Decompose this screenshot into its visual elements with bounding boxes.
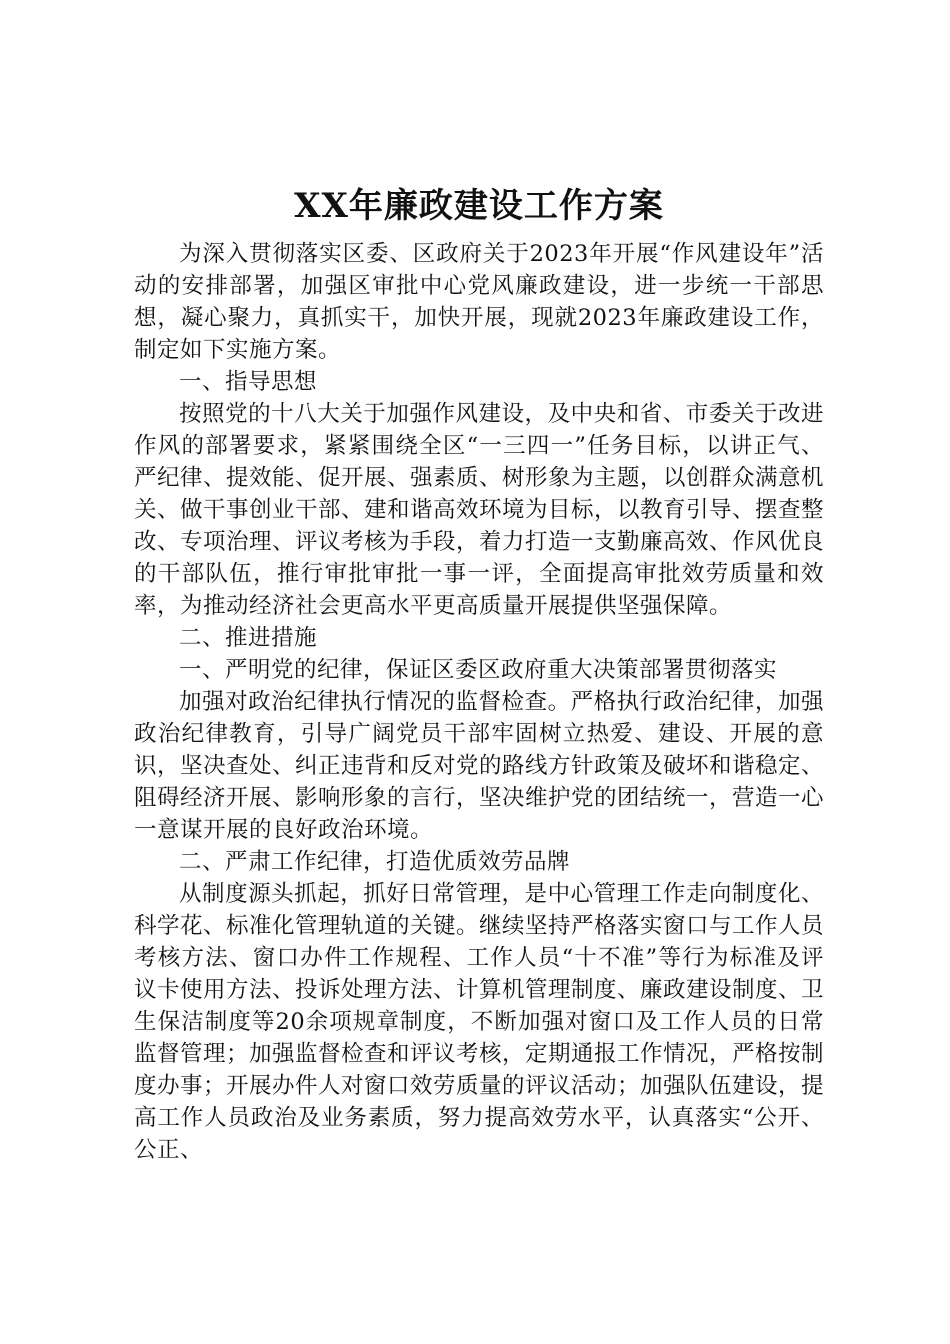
section-heading-guiding-ideology: 一、指导思想 bbox=[179, 369, 318, 395]
document-title: XX年廉政建设工作方案 bbox=[294, 186, 664, 226]
guiding-ideology-paragraph: 按照党的十八大关于加强作风建设，及中央和省、市委关于改进作风的部署要求，紧紧围绕全区“一三四一”任务目标，以讲正气、严纪律、提效能、促开展、强素质、树形象为主题，以创群众满意机关、做干事创业干部、建和谐高效环境为目标，以教育引导、摆查整改、专项治理、评议考核为手段，着力打造一支勤廉高效、作风优良的干部队伍，推行审批审批一事一评，全面提高审批效劳质量和效率，为推动经济社会更高水平更高质量开展提供坚强保障。 bbox=[134, 401, 825, 619]
measure-heading-2: 二、严肃工作纪律，打造优质效劳品牌 bbox=[179, 849, 571, 875]
document-page bbox=[134, 180, 824, 1166]
measure-1-paragraph: 加强对政治纪律执行情况的监督检查。严格执行政治纪律，加强政治纪律教育，引导广阔党员干部牢固树立热爱、建设、开展的意识，坚决查处、纠正违背和反对党的路线方针政策及破坏和谐稳定、阻碍经济开展、影响形象的言行，坚决维护党的团结统一，营造一心一意谋开展的良好政治环境。 bbox=[134, 689, 825, 843]
intro-paragraph: 为深入贯彻落实区委、区政府关于2023年开展“作风建设年”活动的安排部署，加强区审批中心党风廉政建设，进一步统一干部思想，凝心聚力，真抓实干，加快开展，现就2023年廉政建设工作，制定如下实施方案。 bbox=[134, 241, 824, 363]
measure-2-paragraph: 从制度源头抓起，抓好日常管理，是中心管理工作走向制度化、科学花、标准化管理轨道的关键。继续坚持严格落实窗口与工作人员考核方法、窗口办件工作规程、工作人员“十不准”等行为标准及评议卡使用方法、投诉处理方法、计算机管理制度、廉政建设制度、卫生保洁制度等20余项规章制度，不断加强对窗口及工作人员的日常监督管理；加强监督检查和评议考核，定期通报工作情况，严格按制度办事；开展办件人对窗口效劳质量的评议活动；加强队伍建设，提高工作人员政治及业务素质，努力提高效劳水平，认真落实“公开、公正、 bbox=[134, 881, 825, 1163]
section-heading-measures: 二、推进措施 bbox=[179, 625, 318, 651]
measure-heading-1: 一、严明党的纪律，保证区委区政府重大决策部署贯彻落实 bbox=[179, 657, 778, 683]
